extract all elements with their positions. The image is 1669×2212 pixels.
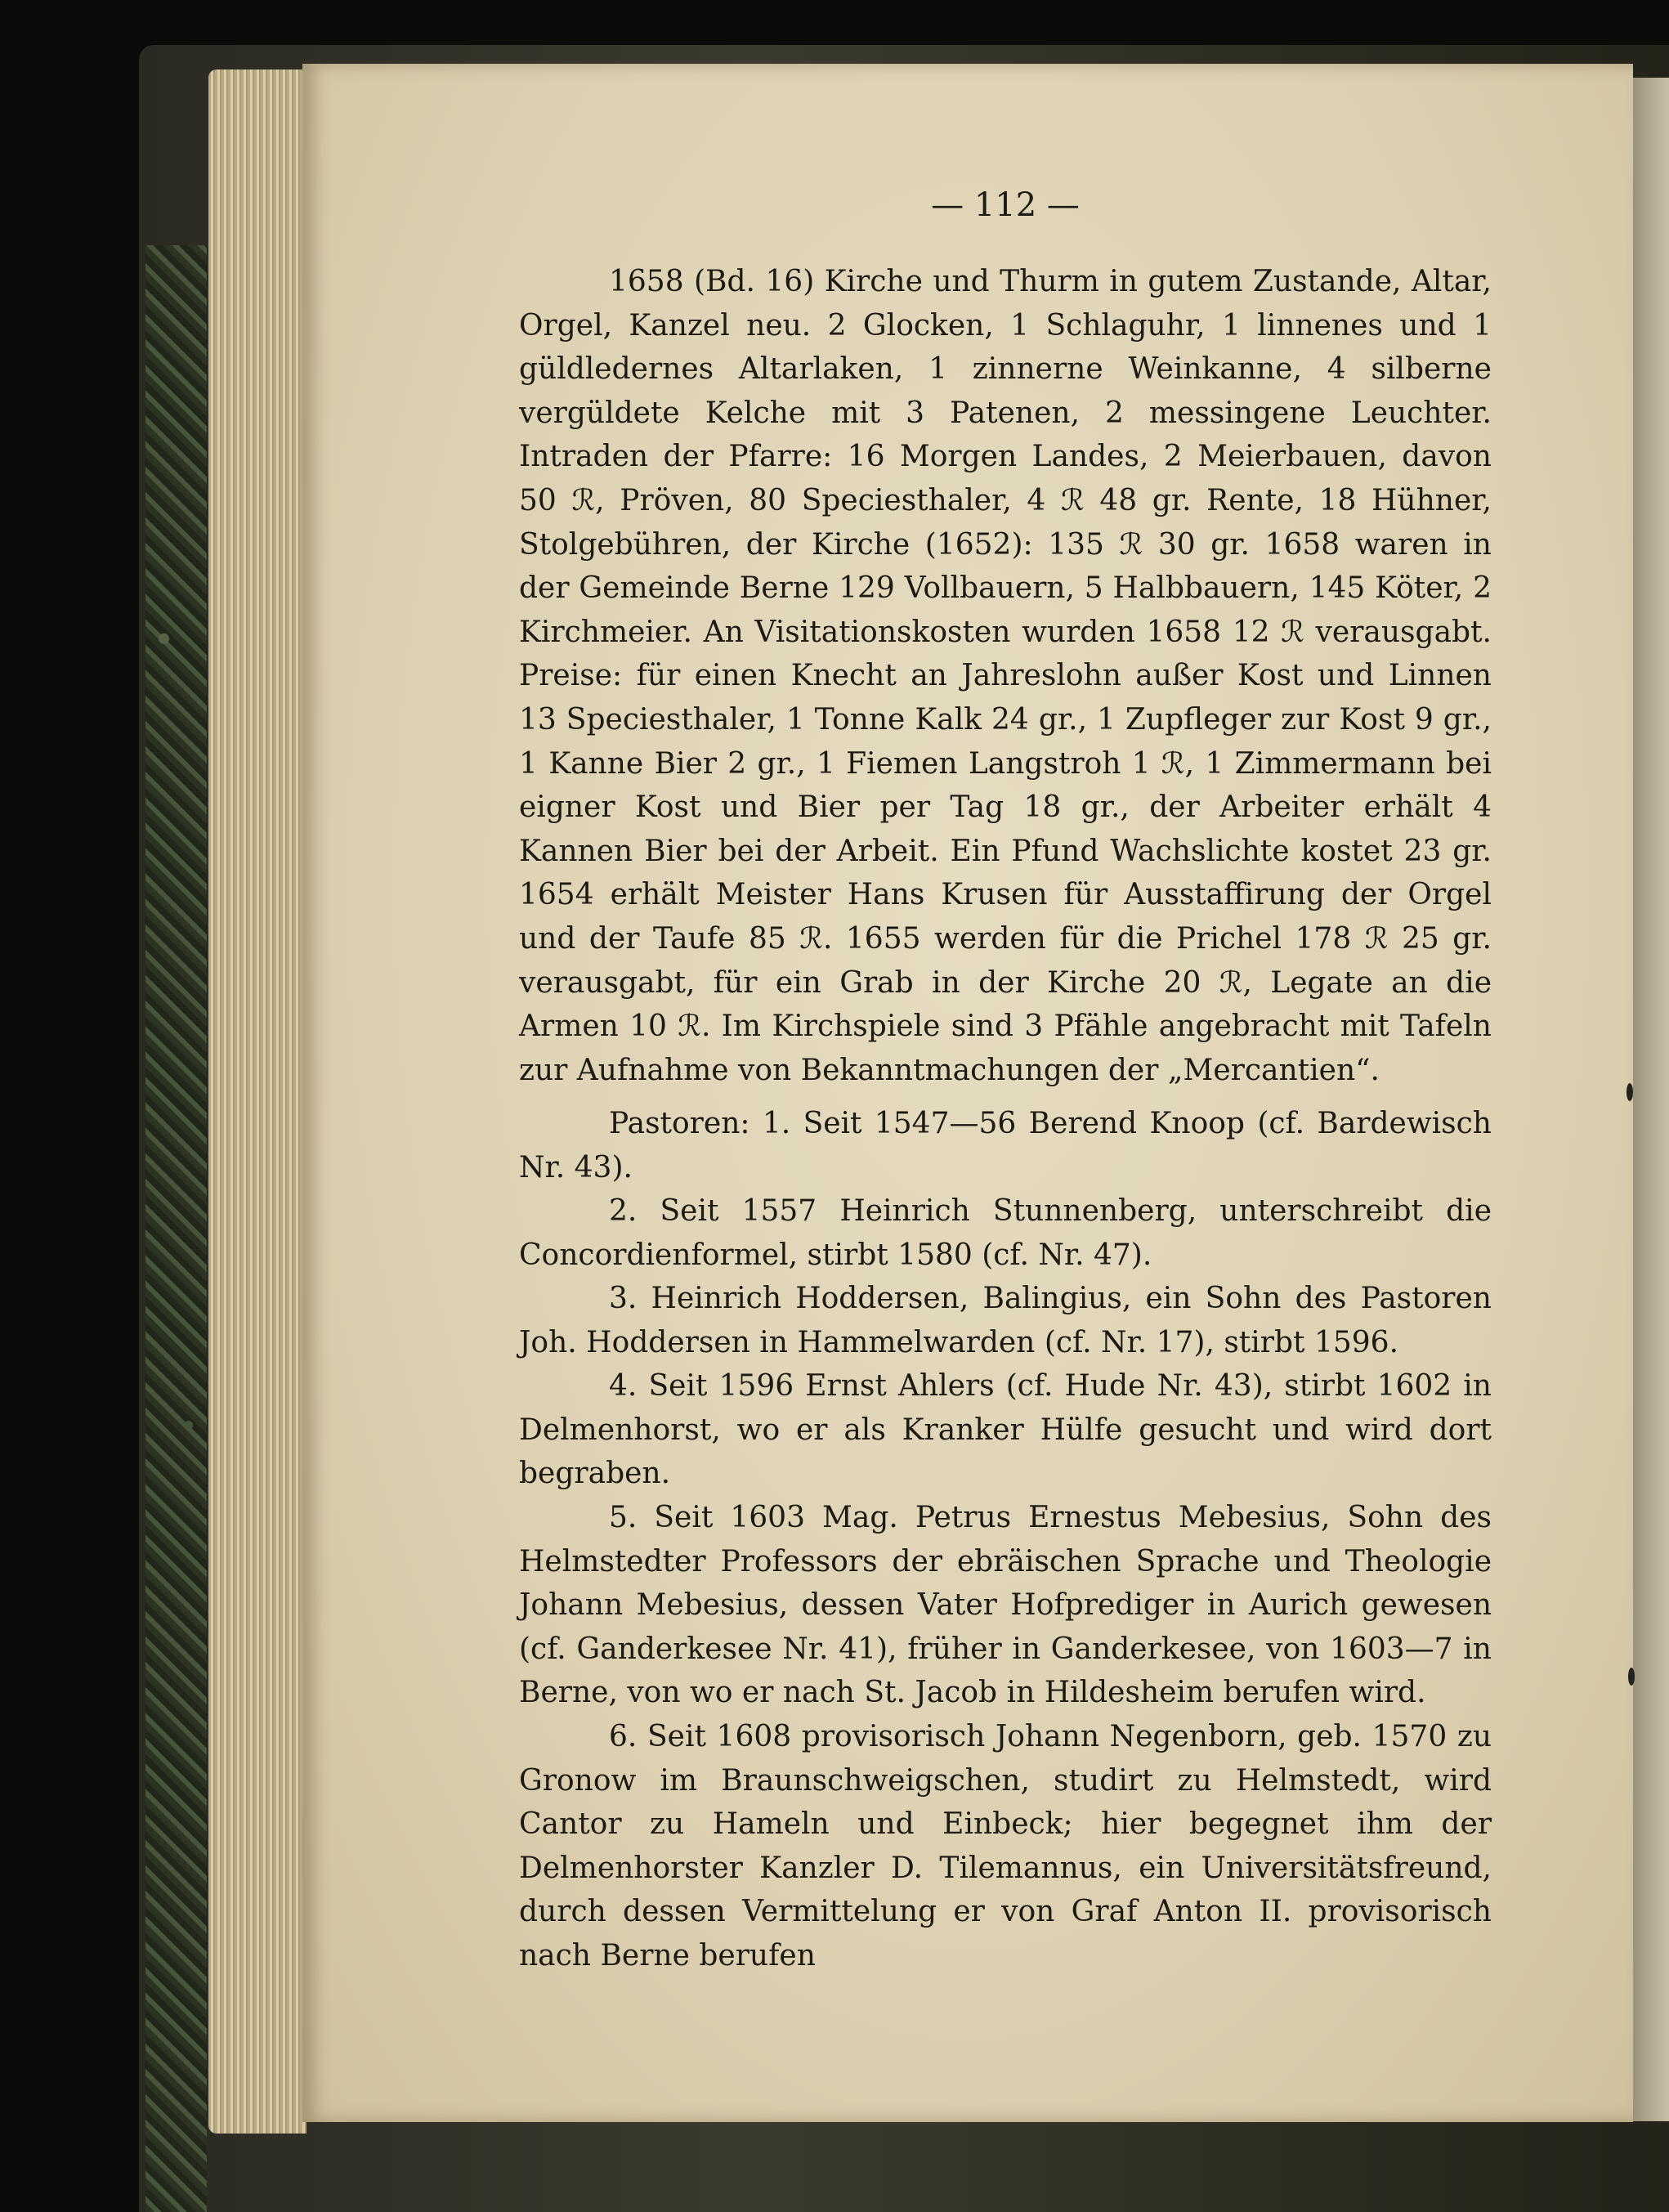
page-edges (208, 69, 307, 2134)
paragraph-pastor-5: 5. Seit 1603 Mag. Petrus Ernestus Mebesius, Sohn des Helmstedter Professors der ebräischen Sprache und Theologie Johann Mebesius, dessen Vater Hofprediger in Aurich gewesen (cf. Ganderkesee Nr. 41), früher in Ganderkesee, von 1603—7 in Berne, von wo er nach St. Jacob in Hildesheim berufen wird. (519, 1501, 1492, 1710)
paragraph-pastor-1: Pastoren: 1. Seit 1547—56 Berend Knoop (cf. Bardewisch Nr. 43). (519, 1107, 1492, 1184)
paragraph-pastor-2: 2. Seit 1557 Heinrich Stunnenberg, unterschreibt die Concordienformel, stirbt 1580 (cf. Nr. 47). (519, 1194, 1492, 1272)
margin-mark (1628, 1668, 1635, 1686)
paragraph-pastor-6: 6. Seit 1608 provisorisch Johann Negenborn, geb. 1570 zu Gronow im Braunschweigschen, studirt zu Helmstedt, wird Cantor zu Hameln und Einbeck; hier begegnet ihm der Delmenhorster Kanzler D. Tilemannus, ein Universitätsfreund, durch dessen Vermittelung er von Graf Anton II. provisorisch nach Berne berufen (519, 1720, 1492, 1972)
margin-mark (1626, 1083, 1633, 1101)
paragraph-pastor-4: 4. Seit 1596 Ernst Ahlers (cf. Hude Nr. 43), stirbt 1602 in Delmenhorst, wo er als Kranker Hülfe gesucht und wird dort begraben. (519, 1369, 1492, 1491)
next-page-edge (1633, 78, 1669, 2121)
marbled-cover-edge (145, 245, 207, 2212)
paragraph-intro: 1658 (Bd. 16) Kirche und Thurm in gutem Zustande, Altar, Orgel, Kanzel neu. 2 Glocken, 1 Schlaguhr, 1 linnenes und 1 güldledernes Altarlaken, 1 zinnerne Weinkanne, 4 silberne vergüldete Kelche mit 3 Patenen, 2 messingene Leuchter. Intraden der Pfarre: 16 Morgen Landes, 2 Meierbauen, davon 50 ℛ︀, Pröven, 80 Speciesthaler, 4 ℛ︀ 48 gr. Rente, 18 Hühner, Stolgebühren, der Kirche (1652): 135 ℛ︀ 30 gr. 1658 waren in der Gemeinde Berne 129 Vollbauern, 5 Halbbauern, 145 Köter, 2 Kirchmeier. An Visitationskosten wurden 1658 12 ℛ︀ verausgabt. Preise: für einen Knecht an Jahreslohn außer Kost und Linnen 13 Speciesthaler, 1 Tonne Kalk 24 gr., 1 Zupfleger zur Kost 9 gr., 1 Kanne Bier 2 gr., 1 Fiemen Langstroh 1 ℛ︀, 1 Zimmermann bei eigner Kost und Bier per Tag 18 gr., der Arbeiter erhält 4 Kannen Bier bei der Arbeit. Ein Pfund Wachslichte kostet 23 gr. 1654 erhält Meister Hans Krusen für Ausstaffirung der Orgel und der Taufe 85 ℛ︀. 1655 werden für die Prichel 178 ℛ︀ 25 gr. verausgabt, für ein Grab in der Kirche 20 ℛ︀, Legate an die Armen 10 ℛ︀. Im Kirchspiele sind 3 Pfähle angebracht mit Tafeln zur Aufnahme von Bekanntmachungen der „Mercantien“. (519, 265, 1492, 1087)
paragraph-pastor-3: 3. Heinrich Hoddersen, Balingius, ein Sohn des Pastoren Joh. Hoddersen in Hammelwarden (cf. Nr. 17), stirbt 1596. (519, 1282, 1492, 1359)
page-number: — 112 — (931, 186, 1080, 224)
